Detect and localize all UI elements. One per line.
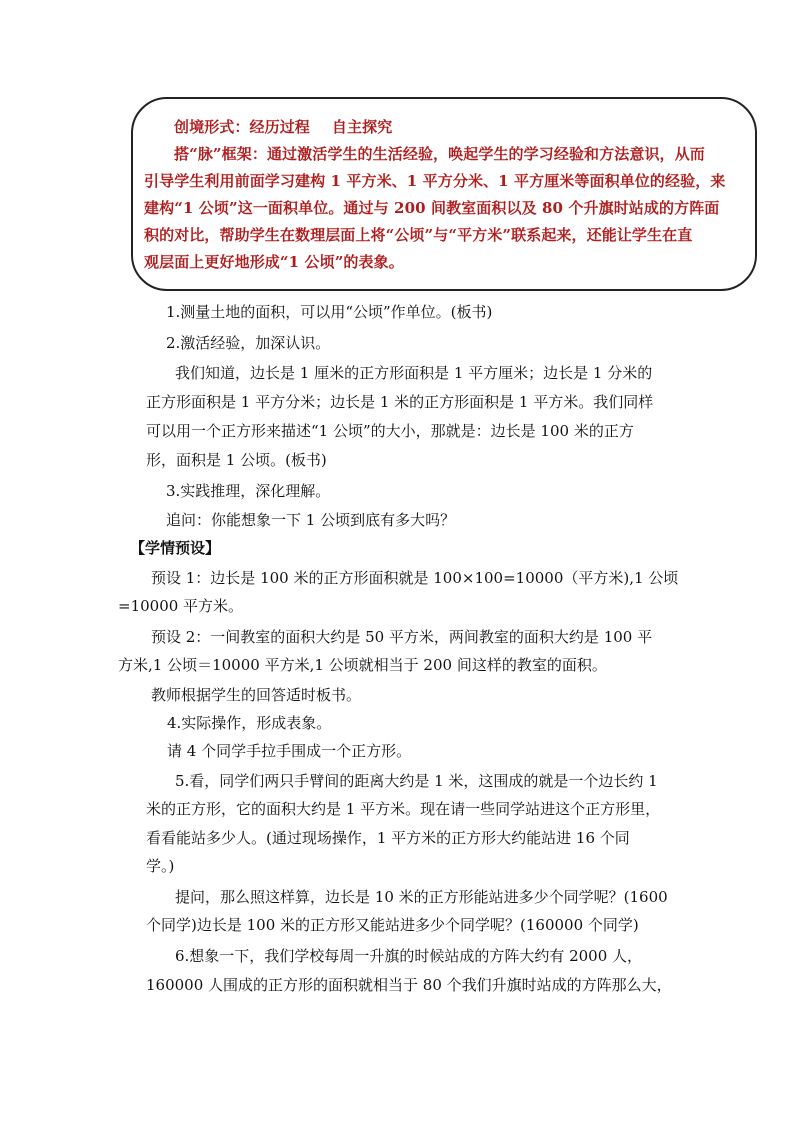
step-1-line: 1.测量土地的面积，可以用“公顷”作单位。(板书)	[166, 303, 493, 321]
paragraph-line: 请 4 个同学手拉手围成一个正方形。	[167, 742, 412, 760]
callout-text	[144, 114, 752, 276]
paragraph-line: 我们知道，边长是 1 厘米的正方形面积是 1 平方厘米；边长是 1 分米的	[175, 364, 653, 382]
preset-2-line: 方米,1 公顷＝10000 平方米,1 公顷就相当于 200 间这样的教室的面积。	[118, 656, 607, 674]
callout-line-3: 引导学生利用前面学习建构 1 平方米、1 平方分米、1 平方厘米等面积单位的经验，来	[144, 172, 726, 190]
section-heading: 【学情预设】	[130, 539, 221, 557]
callout-line-5: 积的对比，帮助学生在数理层面上将“公顷”与“平方米”联系起来，还能让学生在直	[144, 226, 693, 244]
paragraph-line: 看看能站多少人。(通过现场操作，1 平方米的正方形大约能站进 16 个同	[146, 829, 630, 847]
preset-2-line: 预设 2：一间教室的面积大约是 50 平方米，两间教室的面积大约是 100 平	[151, 628, 653, 646]
paragraph-line: 形，面积是 1 公顷。(板书)	[146, 451, 327, 469]
step-3-line: 3.实践推理，深化理解。	[166, 482, 331, 500]
paragraph-line: 学。)	[146, 857, 175, 875]
step-6-line: 6.想象一下，我们学校每周一升旗的时候站成的方阵大约有 2000 人，	[175, 947, 643, 965]
preset-1-line: =10000 平方米。	[118, 597, 244, 615]
step-4-line: 4.实际操作，形成表象。	[167, 714, 332, 732]
step-5-line: 5.看，同学们两只手臂间的距离大约是 1 米，这围成的就是一个边长约 1	[175, 772, 658, 790]
callout-form-label: 创境形式：经历过程	[174, 118, 310, 136]
paragraph-line: 160000 人围成的正方形的面积就相当于 80 个我们升旗时站成的方阵那么大，	[146, 976, 672, 994]
paragraph-line: 教师根据学生的回答适时板书。	[151, 686, 362, 704]
callout-line-1	[144, 114, 752, 141]
callout-line-4: 建构“1 公顷”这一面积单位。通过与 200 间教室面积以及 80 个升旗时站成的方阵面	[144, 199, 720, 217]
callout-line-2: 搭“脉”框架：通过激活学生的生活经验，唤起学生的学习经验和方法意识，从而	[174, 145, 705, 163]
callout-form-value: 自主探究	[331, 118, 393, 136]
paragraph-line: 米的正方形，它的面积大约是 1 平方米。现在请一些同学站进这个正方形里，	[146, 800, 661, 818]
callout-line-6: 观层面上更好地形成“1 公顷”的表象。	[144, 253, 404, 271]
paragraph-line: 可以用一个正方形来描述“1 公顷”的大小，那就是：边长是 100 米的正方	[146, 422, 634, 440]
paragraph-line: 个同学)边长是 100 米的正方形又能站进多少个同学呢？(160000 个同学)	[146, 916, 639, 934]
question-line: 追问：你能想象一下 1 公顷到底有多大吗？	[166, 511, 456, 529]
preset-1-line: 预设 1：边长是 100 米的正方形面积就是 100×100=10000（平方米),1 公顷	[151, 569, 679, 587]
paragraph-line: 正方形面积是 1 平方分米；边长是 1 米的正方形面积是 1 平方米。我们同样	[146, 393, 654, 411]
question-line: 提问，那么照这样算，边长是 10 米的正方形能站进多少个同学呢？(1600	[175, 888, 668, 906]
step-2-line: 2.激活经验，加深认识。	[166, 334, 331, 352]
